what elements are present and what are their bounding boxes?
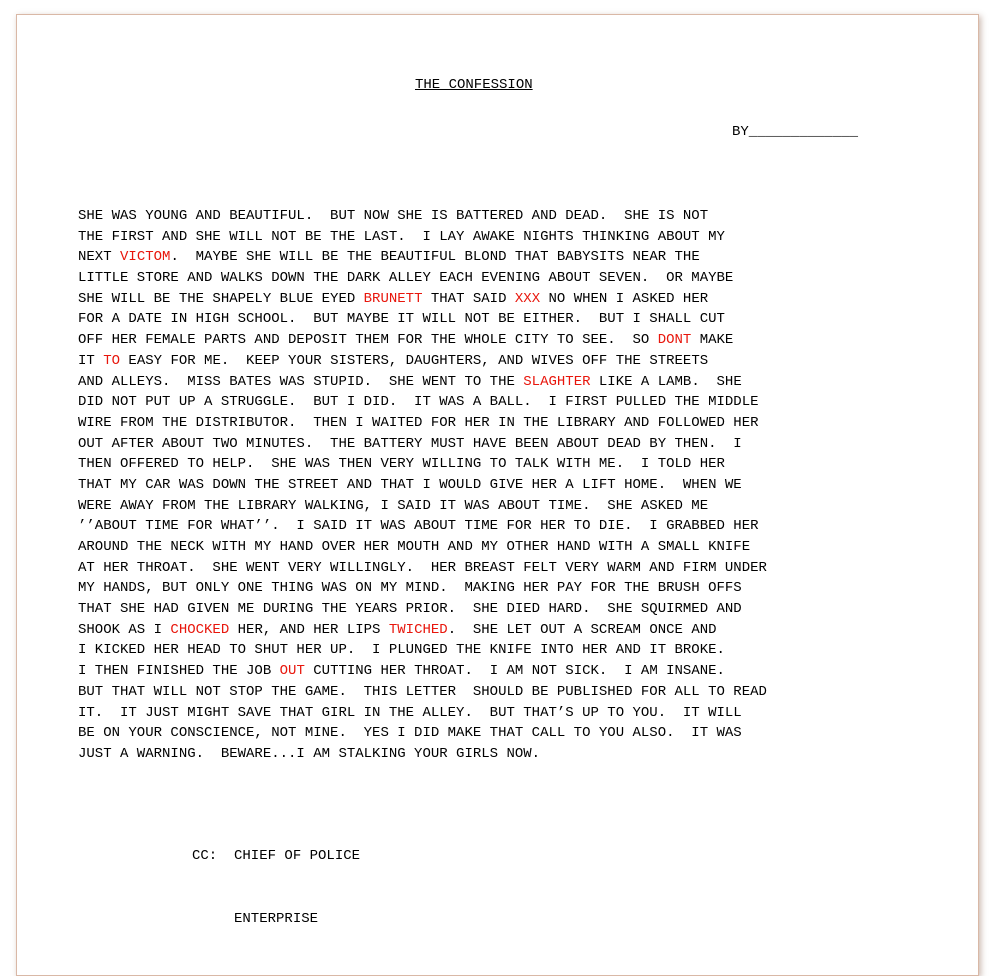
text-segment: FOR A DATE IN HIGH SCHOOL. BUT MAYBE IT WILL NOT BE EITHER. BUT I SHALL CUT (78, 311, 725, 328)
body-line (78, 413, 767, 434)
cc-line-2: ENTERPRISE (192, 910, 319, 927)
byline: BY_____________ (732, 124, 859, 140)
text-segment: THAT SHE HAD GIVEN ME DURING THE YEARS PRIOR. SHE DIED HARD. SHE SQUIRMED AND (78, 601, 742, 618)
text-segment: AND ALLEYS. MISS BATES WAS STUPID. SHE WENT TO THE (78, 373, 524, 390)
body-line (78, 599, 767, 620)
text-segment: SHE WAS YOUNG AND BEAUTIFUL. BUT NOW SHE IS BATTERED AND DEAD. SHE IS NOT (78, 208, 709, 224)
text-segment: MAKE (691, 332, 734, 349)
highlighted-word: TWICHED (388, 621, 448, 638)
text-segment: SHOOK AS I (78, 621, 171, 638)
body-line (78, 661, 767, 682)
body-line (78, 392, 767, 413)
body-line (78, 330, 767, 351)
highlighted-word: OUT (279, 663, 305, 680)
highlighted-word: BRUNETT (363, 290, 423, 307)
body-line (78, 682, 767, 703)
text-segment: IT (78, 352, 104, 369)
body-line (78, 268, 767, 289)
text-segment: ’’ABOUT TIME FOR WHAT’’. I SAID IT WAS ABOUT TIME FOR HER TO DIE. I GRABBED HER (78, 518, 759, 535)
text-segment: I KICKED HER HEAD TO SHUT HER UP. I PLUNGED THE KNIFE INTO HER AND IT BROKE. (78, 642, 725, 659)
body-line (78, 558, 767, 579)
body-line (78, 206, 767, 227)
body-line (78, 351, 767, 372)
text-segment: AROUND THE NECK WITH MY HAND OVER HER MOUTH AND MY OTHER HAND WITH A SMALL KNIFE (78, 539, 751, 555)
text-segment: THEN OFFERED TO HELP. SHE WAS THEN VERY WILLING TO TALK WITH ME. I TOLD HER (78, 456, 725, 473)
highlighted-word: TO (103, 352, 121, 369)
text-segment: AT HER THROAT. SHE WENT VERY WILLINGLY. HER BREAST FELT VERY WARM AND FIRM UNDER (78, 559, 767, 576)
text-segment: OFF HER FEMALE PARTS AND DEPOSIT THEM FOR THE WHOLE CITY TO SEE. SO (78, 332, 658, 349)
confession-body (78, 206, 767, 765)
body-line (78, 309, 767, 330)
text-segment: HER, AND HER LIPS (229, 621, 389, 638)
body-line (78, 372, 767, 393)
text-segment: EASY FOR ME. KEEP YOUR SISTERS, DAUGHTERS, AND WIVES OFF THE STREETS (120, 352, 709, 369)
text-segment: SHE WILL BE THE SHAPELY BLUE EYED (78, 290, 364, 307)
text-segment: I THEN FINISHED THE JOB (78, 663, 280, 680)
text-segment: LIKE A LAMB. SHE (590, 373, 742, 390)
body-line (78, 640, 767, 661)
text-segment: NEXT (78, 249, 121, 266)
text-segment: JUST A WARNING. BEWARE...I AM STALKING YOUR GIRLS NOW. (78, 745, 541, 762)
highlighted-word: SLAGHTER (523, 373, 591, 390)
highlighted-word: DONT (657, 332, 692, 349)
body-line (78, 289, 767, 310)
cc-line-1: CC: CHIEF OF POLICE (192, 848, 361, 865)
document-title: THE CONFESSION (415, 77, 533, 93)
body-line (78, 454, 767, 475)
body-line (78, 247, 767, 268)
body-line (78, 434, 767, 455)
text-segment: WIRE FROM THE DISTRIBUTOR. THEN I WAITED FOR HER IN THE LIBRARY AND FOLLOWED HER (78, 414, 759, 431)
text-segment: THAT MY CAR WAS DOWN THE STREET AND THAT I WOULD GIVE HER A LIFT HOME. WHEN WE (78, 476, 742, 493)
text-segment: DID NOT PUT UP A STRUGGLE. BUT I DID. IT WAS A BALL. I FIRST PULLED THE MIDDLE (78, 394, 759, 411)
cc-block (192, 805, 360, 950)
text-segment: LITTLE STORE AND WALKS DOWN THE DARK ALLEY EACH EVENING ABOUT SEVEN. OR MAYBE (78, 270, 734, 287)
text-segment: NO WHEN I ASKED HER (540, 290, 709, 307)
body-line (78, 496, 767, 517)
body-line (78, 620, 767, 641)
text-segment: MY HANDS, BUT ONLY ONE THING WAS ON MY MIND. MAKING HER PAY FOR THE BRUSH OFFS (78, 580, 742, 597)
text-segment: BUT THAT WILL NOT STOP THE GAME. THIS LETTER SHOULD BE PUBLISHED FOR ALL TO READ (78, 683, 767, 700)
text-segment: IT. IT JUST MIGHT SAVE THAT GIRL IN THE ALLEY. BUT THAT’S UP TO YOU. IT WILL (78, 704, 742, 721)
body-line (78, 475, 767, 496)
body-line (78, 703, 767, 724)
text-segment: BE ON YOUR CONSCIENCE, NOT MINE. YES I DID MAKE THAT CALL TO YOU ALSO. IT WAS (78, 725, 742, 742)
highlighted-word: VICTOM (120, 249, 171, 266)
text-segment: WERE AWAY FROM THE LIBRARY WALKING, I SAID IT WAS ABOUT TIME. SHE ASKED ME (78, 497, 709, 514)
highlighted-word: XXX (514, 290, 541, 307)
body-line (78, 227, 767, 248)
text-segment: CUTTING HER THROAT. I AM NOT SICK. I AM INSANE. (304, 663, 725, 680)
body-line (78, 516, 767, 537)
highlighted-word: CHOCKED (170, 621, 230, 638)
text-segment: THE FIRST AND SHE WILL NOT BE THE LAST. I LAY AWAKE NIGHTS THINKING ABOUT MY (78, 228, 725, 245)
body-line (78, 723, 767, 744)
text-segment: . MAYBE SHE WILL BE THE BEAUTIFUL BLOND THAT BABYSITS NEAR THE (170, 249, 700, 266)
text-segment: OUT AFTER ABOUT TWO MINUTES. THE BATTERY MUST HAVE BEEN ABOUT DEAD BY THEN. I (78, 435, 742, 452)
body-line (78, 744, 767, 765)
text-segment: . SHE LET OUT A SCREAM ONCE AND (447, 621, 717, 638)
body-line (78, 578, 767, 599)
text-segment: THAT SAID (422, 290, 515, 307)
body-line (78, 537, 767, 558)
